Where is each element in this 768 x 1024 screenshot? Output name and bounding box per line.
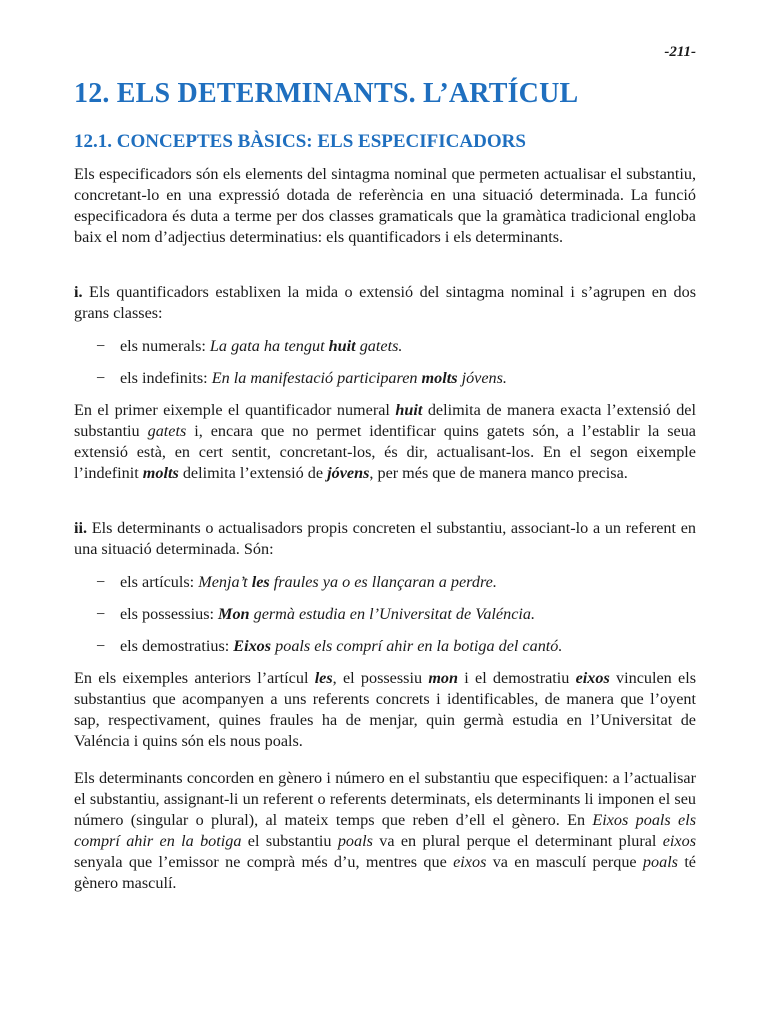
paragraph-determinants: ii. Els determinants o actualisadors propis concreten el substantiu, associant-lo a un referent en una situació determinada. Són: (74, 519, 696, 558)
paragraph-quantifier-explanation: En el primer eixemple el quantificador numeral huit delimita de manera exacta l’extensió del substantiu gatets i, encara que no permet identificar quins gatets són, a l’establir la seua extensió està, en cert sentit, concretant-los, és dir, actualisant-los. En el segon eixemple l’indefinit molts delimita l’extensió de jóvens, per més que de manera manco precisa. (74, 401, 696, 482)
dash-bullet: − (96, 369, 106, 387)
list-item: − els artículs: Menja’t les fraules ya o es llançaran a perdre. (96, 573, 497, 591)
body-text (74, 164, 696, 904)
page-number: -211- (664, 44, 696, 60)
list-item: − els possessius: Mon germà estudia en l’Universitat de Valéncia. (96, 605, 536, 623)
dash-bullet: − (96, 573, 106, 591)
dash-bullet: − (96, 637, 106, 655)
list-item: − els indefinits: En la manifestació participaren molts jóvens. (96, 369, 507, 387)
paragraph-intro: Els especificadors són els elements del sintagma nominal que permeten actualisar el substantiu, concretant-lo en una expressió dotada de referència en una situació determinada. La funció especificadora és duta a terme per dos classes gramaticals que la gramàtica tradicional engloba baix el nom d’adjectius determinatius: els quantificadors i els determinants. (74, 165, 696, 246)
paragraph-determinant-explanation: En els eixemples anteriors l’artícul les, el possessiu mon i el demostratiu eixos vinculen els substantius que acompanyen a uns referents concrets i identificables, de manera que l’oyent sap, respectivament, quines fraules ha de menjar, quin germà estudia en l’Universitat de Valéncia i quins són els nous poals. (74, 669, 696, 750)
list-item: − els demostratius: Eixos poals els comprí ahir en la botiga del cantó. (96, 637, 563, 655)
chapter-title: 12. ELS DETERMINANTS. L’ARTÍCUL (74, 78, 579, 109)
dash-bullet: − (96, 337, 106, 355)
determinant-list (74, 572, 696, 657)
section-title: 12.1. CONCEPTES BÀSICS: ELS ESPECIFICADORS (74, 131, 526, 152)
list-item: − els numerals: La gata ha tengut huit gatets. (96, 337, 403, 355)
quantifier-list (74, 336, 696, 389)
dash-bullet: − (96, 605, 106, 623)
item-marker: i. (74, 283, 83, 301)
paragraph-quantifiers: i. Els quantificadors establixen la mida o extensió del sintagma nominal i s’agrupen en dos grans classes: (74, 283, 696, 322)
paragraph-agreement: Els determinants concorden en gènero i número en el substantiu que especifiquen: a l’actualisar el substantiu, assignant-li un referent o referents determinats, els determinants li imponen el seu número (singular o plural), al mateix temps que reben d’ell el gènero. En Eixos poals els comprí ahir en la botiga el substantiu poals va en plural perque el determinant plural eixos senyala que l’emissor ne comprà més d’u, mentres que eixos va en masculí perque poals té gènero masculí. (74, 769, 696, 892)
item-marker: ii. (74, 519, 88, 537)
